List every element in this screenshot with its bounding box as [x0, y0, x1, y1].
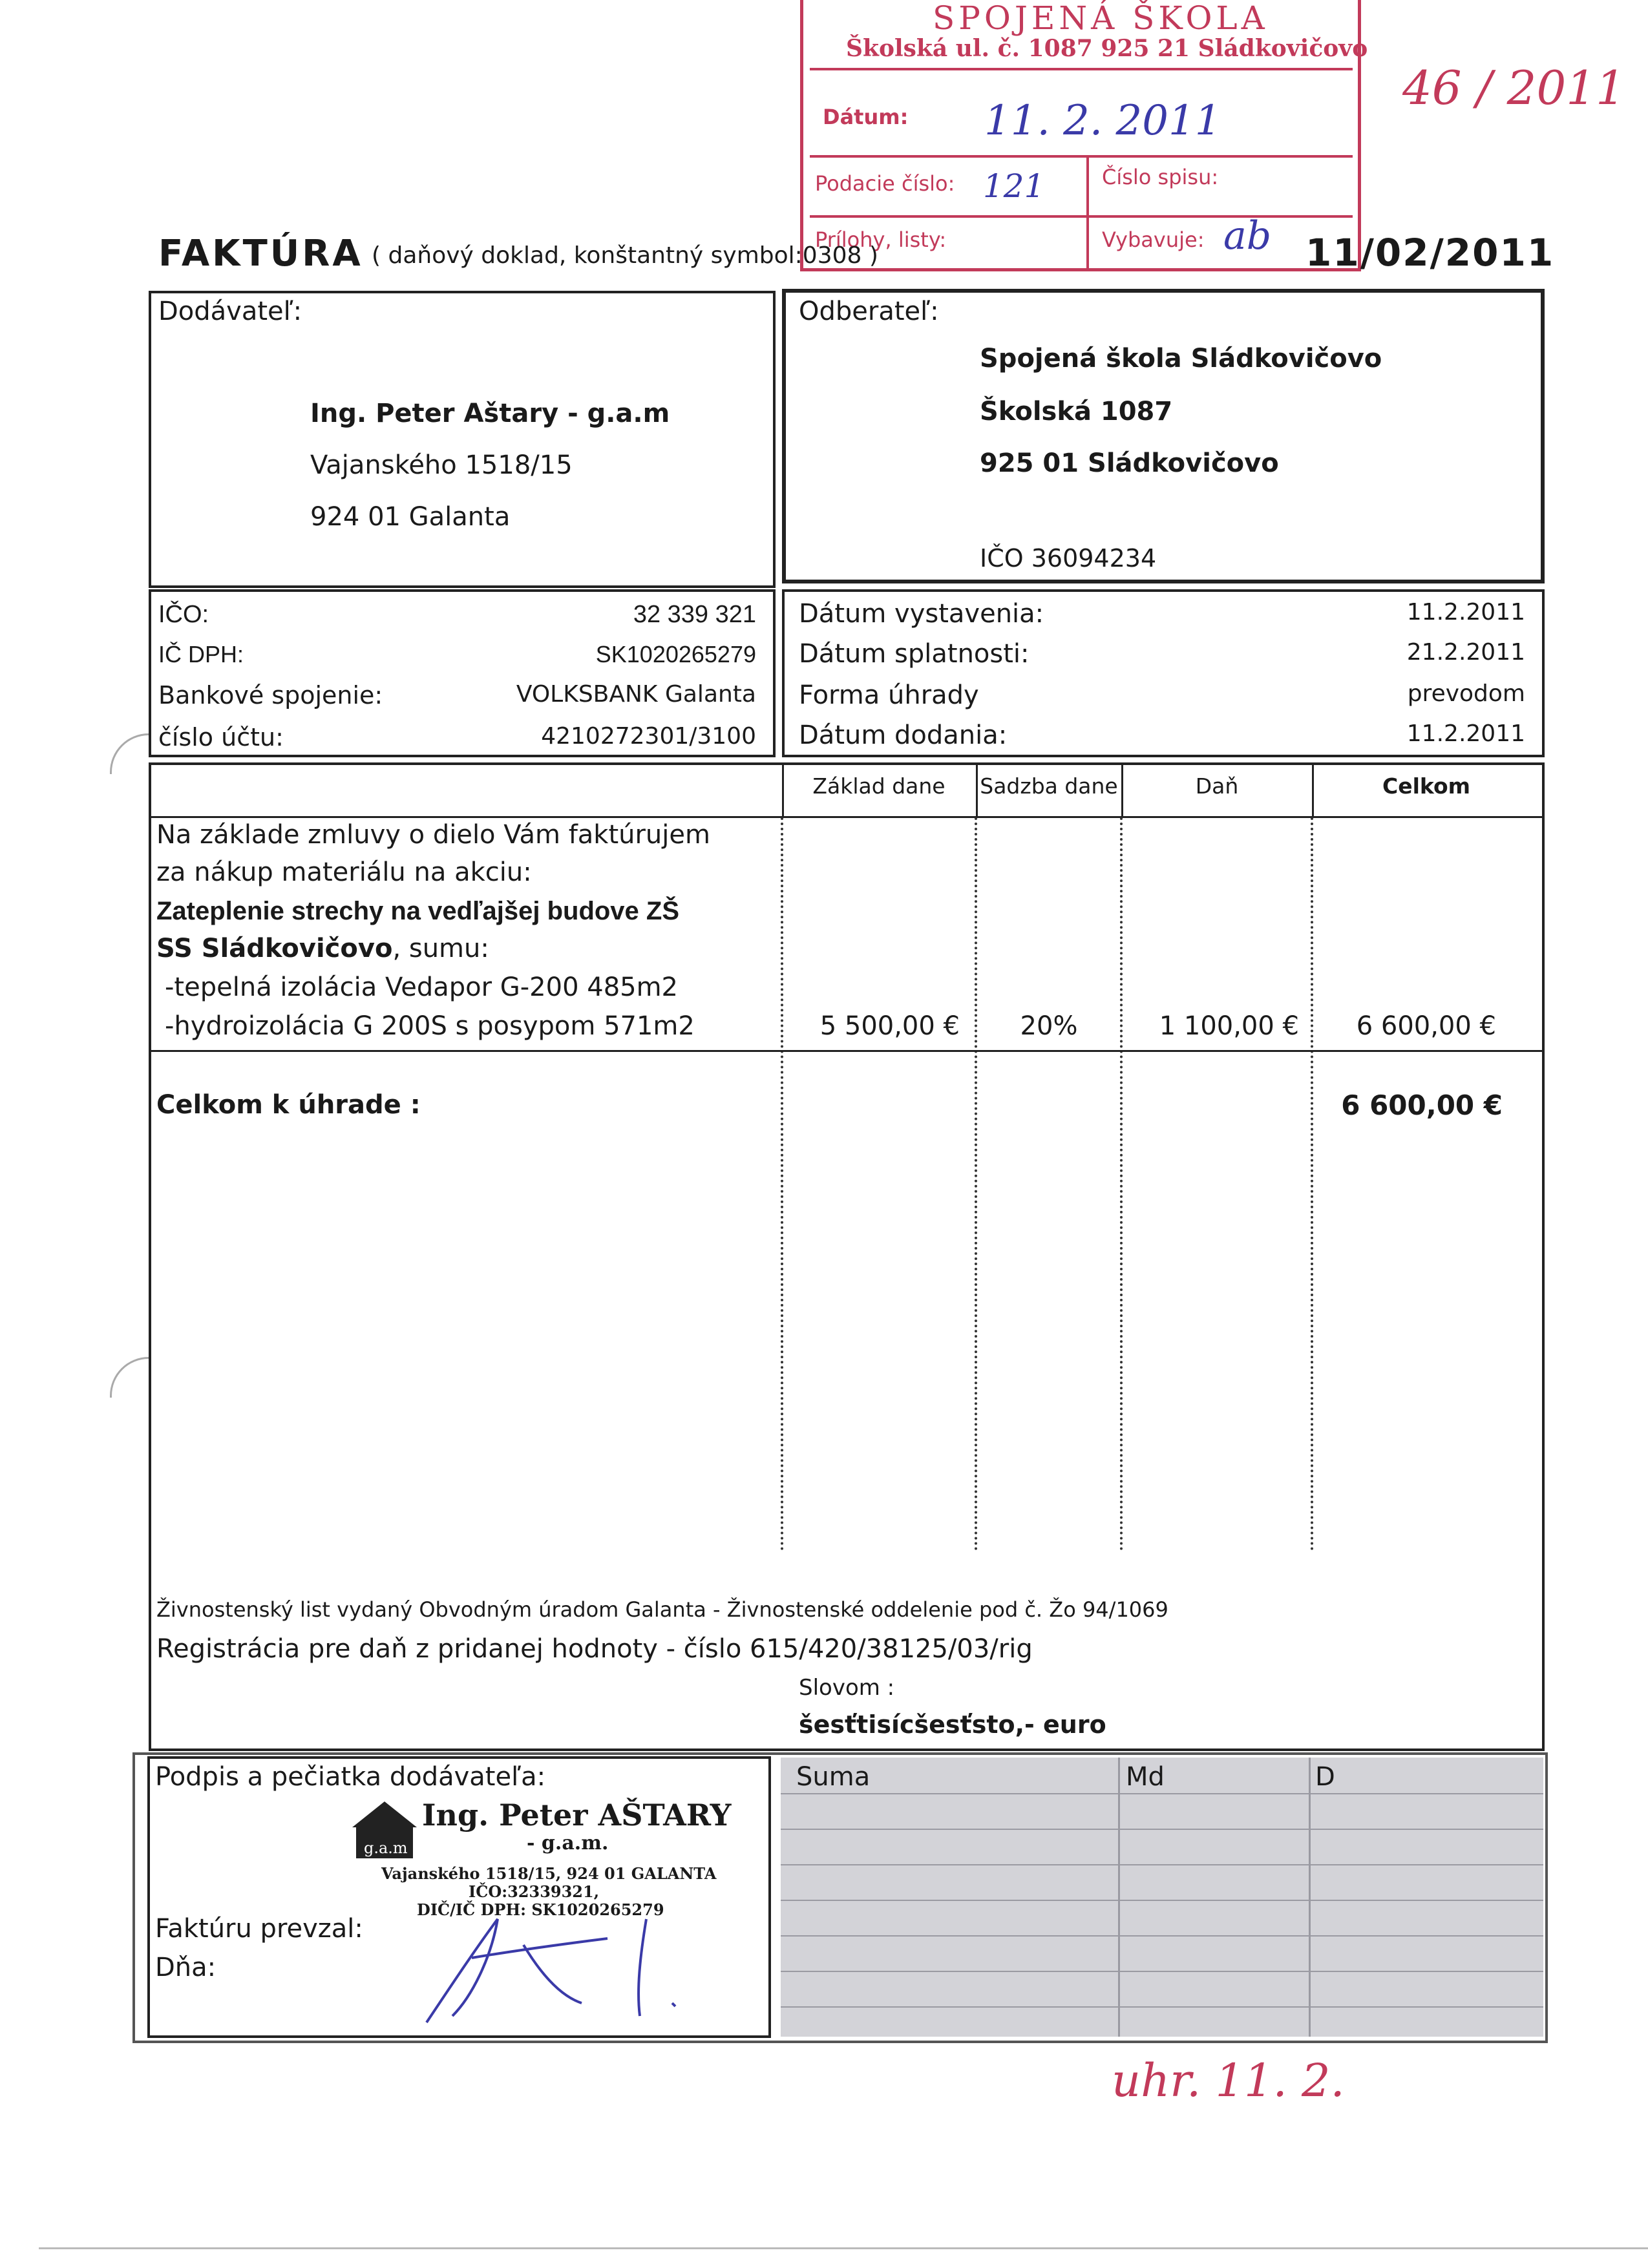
item-project-suffix: , sumu: — [392, 934, 489, 963]
stamp-company-name: Ing. Peter AŠTARY — [422, 1798, 732, 1832]
supplier-bank-label: Bankové spojenie: — [158, 681, 383, 709]
stamp-file-no-label: Číslo spisu: — [1102, 165, 1219, 189]
signature-label: Podpis a pečiatka dodávateľa: — [155, 1762, 546, 1792]
accounting-grid-row — [781, 1864, 1543, 1865]
supplier-icdph-label: IČ DPH: — [158, 641, 244, 667]
stamp-company-ico: IČO:32339321, — [469, 1882, 600, 1901]
supplier-account-label: číslo účtu: — [158, 723, 284, 751]
stamp-handled-by-value: ab — [1223, 213, 1272, 258]
accounting-credit-header: D — [1315, 1762, 1335, 1792]
vat-registration-note: Registrácia pre daň z pridanej hodnoty - číslo 615/420/38125/03/rig — [156, 1634, 1033, 1664]
payment-method-value: prevodom — [1407, 680, 1525, 707]
item-tax-rate: 20% — [1020, 1011, 1078, 1041]
supplier-ico: 32 339 321 — [633, 601, 756, 628]
stamp-handled-by-label: Vybavuje: — [1102, 227, 1205, 252]
scan-edge-line — [39, 2247, 1648, 2249]
amount-in-words-label: Slovom : — [799, 1675, 895, 1701]
signature-scribble — [414, 1906, 737, 2035]
stamp-attachments-label: Prílohy, listy: — [815, 227, 947, 252]
supplier-label: Dodávateľ: — [158, 297, 302, 326]
supplier-box — [149, 291, 776, 588]
date-due-value: 21.2.2011 — [1406, 639, 1525, 666]
col-header-base: Základ dane — [812, 773, 945, 799]
supplier-icdph: SK1020265279 — [595, 641, 756, 667]
date-due-label: Dátum splatnosti: — [799, 639, 1030, 669]
col-header-rate: Sadzba dane — [980, 773, 1118, 799]
stamp-divider — [810, 68, 1353, 70]
customer-name: Spojená škola Sládkovičovo — [980, 344, 1382, 373]
items-col-dots — [781, 817, 783, 1551]
items-total-rule — [149, 1050, 1545, 1052]
accounting-col-divider — [1118, 1758, 1120, 2037]
house-logo-icon — [352, 1801, 417, 1860]
supplier-name: Ing. Peter Aštary - g.a.m — [310, 399, 670, 428]
stamp-divider — [810, 155, 1353, 158]
accounting-debit-header: Md — [1126, 1762, 1165, 1792]
customer-box — [782, 289, 1545, 583]
stamp-address: Školská ul. č. 1087 925 21 Sládkovičovo — [846, 35, 1368, 62]
date-issued-label: Dátum vystavenia: — [799, 599, 1044, 629]
accounting-grid-row — [781, 1900, 1543, 1901]
stamp-logo-text: g.a.m — [364, 1839, 408, 1857]
date-delivered-value: 11.2.2011 — [1406, 720, 1525, 747]
item-base-amount: 5 500,00 € — [819, 1011, 960, 1041]
invoice-date: 11/02/2011 — [1305, 231, 1555, 275]
stamp-filing-value: 121 — [983, 167, 1045, 205]
item-material-line: -tepelná izolácia Vedapor G-200 485m2 — [165, 972, 679, 1002]
stamp-company-vat: DIČ/IČ DPH: SK1020265279 — [417, 1900, 664, 1919]
supplier-city: 924 01 Galanta — [310, 502, 511, 532]
item-total-amount: 6 600,00 € — [1356, 1011, 1496, 1041]
accounting-grid-row — [781, 1793, 1543, 1794]
grand-total-amount: 6 600,00 € — [1341, 1089, 1503, 1121]
supplier-account: 4210272301/3100 — [541, 723, 756, 750]
stamp-filing-label: Podacie číslo: — [815, 171, 955, 196]
received-day-label: Dňa: — [155, 1953, 217, 1982]
amount-in-words: šesťtisícšesťsto,- euro — [799, 1710, 1106, 1739]
customer-city: 925 01 Sládkovičovo — [980, 448, 1279, 478]
date-delivered-label: Dátum dodania: — [799, 720, 1008, 750]
margin-note: 46 / 2011 — [1402, 61, 1625, 115]
supplier-bank: VOLKSBANK Galanta — [516, 681, 756, 708]
paid-note: uhr. 11. 2. — [1112, 2054, 1345, 2107]
customer-ico: IČO 36094234 — [980, 544, 1157, 572]
stamp-date-label: Dátum: — [823, 105, 909, 129]
items-col-dots — [975, 817, 977, 1551]
customer-street: Školská 1087 — [980, 397, 1173, 426]
invoice-title: FAKTÚRA — [158, 233, 363, 275]
registry-stamp — [800, 0, 1368, 271]
stamp-company-address: Vajanského 1518/15, 924 01 GALANTA — [381, 1864, 717, 1883]
item-project-school: SS Sládkovičovo — [156, 934, 393, 963]
item-material-line: -hydroizolácia G 200S s posypom 571m2 — [165, 1011, 695, 1041]
supplier-ico-label: IČO: — [158, 601, 209, 628]
accounting-sum-header: Suma — [796, 1762, 871, 1792]
trade-license-note: Živnostenský list vydaný Obvodným úradom Galanta - Živnostenské oddelenie pod č. Žo 94/1069 — [156, 1597, 1168, 1622]
payment-method-label: Forma úhrady — [799, 680, 979, 710]
item-tax-amount: 1 100,00 € — [1159, 1011, 1299, 1041]
date-issued-value: 11.2.2011 — [1406, 599, 1525, 625]
grand-total-label: Celkom k úhrade : — [156, 1090, 421, 1120]
invoice-subtitle: ( daňový doklad, konštantný symbol:0308 ) — [372, 242, 878, 269]
col-header-tax: Daň — [1195, 773, 1239, 799]
accounting-grid-row — [781, 1829, 1543, 1830]
supplier-street: Vajanského 1518/15 — [310, 450, 573, 480]
accounting-col-divider — [1309, 1758, 1311, 2037]
items-col-dots — [1120, 817, 1123, 1551]
company-stamp — [352, 1795, 732, 1924]
received-by-label: Faktúru prevzal: — [155, 1914, 363, 1944]
items-col-dots — [1311, 817, 1313, 1551]
accounting-grid-row — [781, 1935, 1543, 1937]
accounting-grid-row — [781, 2006, 1543, 2008]
accounting-grid-row — [781, 1971, 1543, 1972]
items-header-rule — [149, 816, 1545, 818]
stamp-company-sub: - g.a.m. — [527, 1832, 609, 1854]
customer-label: Odberateľ: — [799, 297, 939, 326]
stamp-school-name: SPOJENÁ ŠKOLA — [933, 0, 1269, 37]
item-description-line: za nákup materiálu na akciu: — [156, 857, 532, 887]
stamp-divider — [1086, 155, 1089, 268]
stamp-date-value: 11. 2. 2011 — [984, 97, 1221, 145]
punch-hole-mark — [110, 733, 151, 774]
punch-hole-mark — [110, 1357, 151, 1398]
item-description-line: Na základe zmluvy o dielo Vám faktúrujem — [156, 820, 710, 850]
item-project-name: Zateplenie strechy na vedľajšej budove ZŠ — [156, 897, 680, 925]
item-project-line — [156, 936, 489, 961]
col-header-total: Celkom — [1382, 773, 1471, 799]
accounting-grid — [781, 1758, 1543, 2037]
